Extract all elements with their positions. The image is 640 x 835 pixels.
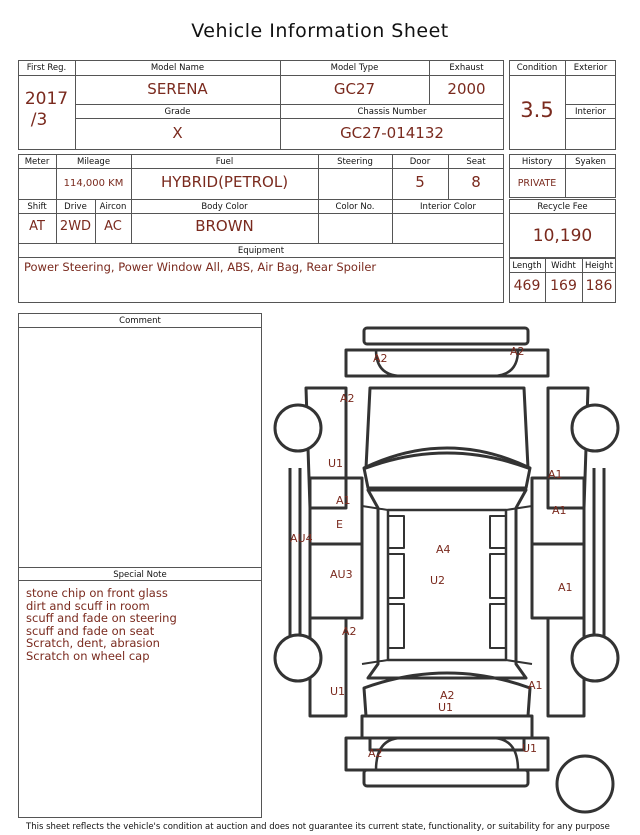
damage-mark: U1 — [330, 685, 346, 698]
body-color-value: BROWN — [195, 217, 254, 235]
door-value: 5 — [415, 173, 425, 191]
damage-mark: A1 — [548, 468, 563, 481]
shift-value: AT — [29, 219, 45, 234]
damage-mark: E — [336, 518, 343, 531]
condition-grade: 3.5 — [520, 98, 554, 122]
model-type-value: GC27 — [333, 80, 376, 98]
special-note-item: Scratch on wheel cap — [26, 648, 150, 663]
history-label: History — [521, 157, 553, 167]
grade-value: X — [172, 124, 183, 142]
body-color-label: Body Color — [201, 202, 248, 212]
exterior-label: Exterior — [573, 63, 608, 73]
door-label: Door — [409, 157, 431, 167]
meter-label: Meter — [24, 157, 50, 167]
vehicle-damage-diagram — [266, 318, 628, 818]
aircon-value: AC — [104, 219, 122, 234]
chassis-number-value: GC27-014132 — [340, 124, 444, 142]
recycle-fee-value: 10,190 — [532, 226, 593, 246]
special-note-label: Special Note — [113, 570, 167, 580]
damage-mark: A1 — [528, 679, 543, 692]
special-note-item: scuff and fade on seat — [26, 623, 155, 638]
width-value: 169 — [550, 278, 577, 294]
recycle-fee-label: Recycle Fee — [537, 202, 588, 212]
model-name-value: SERENA — [147, 80, 208, 98]
width-label: Widht — [551, 261, 576, 271]
damage-mark: A4 — [436, 543, 451, 556]
special-note-item: scuff and fade on steering — [26, 611, 177, 626]
first-reg-label: First Reg. — [26, 63, 67, 73]
syaken-label: Syaken — [575, 157, 606, 167]
special-note-item: dirt and scuff in room — [26, 598, 150, 613]
color-no-label: Color No. — [335, 202, 375, 212]
model-name-label: Model Name — [150, 63, 205, 73]
model-type-label: Model Type — [330, 63, 379, 73]
grade-label: Grade — [164, 107, 191, 117]
damage-mark: A2 — [340, 392, 355, 405]
damage-mark: A2 — [342, 625, 357, 638]
first-reg-month: /3 — [30, 110, 48, 130]
exhaust-value: 2000 — [447, 80, 486, 98]
length-label: Length — [512, 261, 542, 271]
exhaust-label: Exhaust — [449, 63, 484, 73]
mileage-value: 114,000 KM — [63, 178, 124, 189]
seat-value: 8 — [471, 173, 481, 191]
fuel-value: HYBRID(PETROL) — [160, 173, 289, 191]
steering-label: Steering — [337, 157, 373, 167]
damage-mark: A1 — [558, 581, 573, 594]
interior-label: Interior — [574, 107, 606, 117]
damage-mark: U1 — [328, 457, 344, 470]
disclaimer-footer: This sheet reflects the vehicle's condition at auction and does not guarantee its current state, functionality, or suitability for any purpose — [26, 822, 610, 832]
condition-label: Condition — [516, 63, 558, 73]
damage-mark: A2 — [368, 747, 383, 760]
mileage-label: Mileage — [76, 157, 111, 167]
seat-label: Seat — [466, 157, 486, 167]
damage-mark: AU3 — [330, 568, 353, 581]
equipment-label: Equipment — [237, 246, 285, 256]
length-value: 469 — [513, 278, 541, 294]
damage-mark: A2 — [510, 345, 525, 358]
equipment-value: Power Steering, Power Window All, ABS, Air Bag, Rear Spoiler — [24, 260, 377, 274]
damage-mark: A1 — [336, 494, 351, 507]
special-notes-list — [26, 587, 177, 663]
shift-label: Shift — [27, 202, 47, 212]
special-note-item: stone chip on front glass — [26, 586, 168, 600]
damage-mark: A1 — [552, 504, 567, 517]
damage-mark: U2 — [430, 574, 446, 587]
drive-label: Drive — [64, 202, 87, 212]
damage-mark: U1 — [522, 742, 538, 755]
fuel-label: Fuel — [215, 157, 234, 167]
damage-mark: A2 — [373, 352, 388, 365]
interior-color-label: Interior Color — [420, 202, 476, 212]
drive-value: 2WD — [59, 219, 92, 234]
comment-box — [18, 313, 262, 818]
damage-mark: AU4 — [290, 532, 313, 545]
special-note-item: Scratch, dent, abrasion — [26, 636, 160, 651]
height-label: Height — [584, 261, 614, 271]
damage-mark: U1 — [438, 701, 454, 714]
damage-mark: A2 — [440, 689, 455, 702]
page-title: Vehicle Information Sheet — [191, 20, 449, 42]
height-value: 186 — [585, 278, 613, 294]
comment-label: Comment — [119, 316, 161, 326]
chassis-number-label: Chassis Number — [357, 107, 427, 117]
first-reg-year: 2017 — [24, 89, 69, 109]
history-value: PRIVATE — [517, 178, 557, 189]
aircon-label: Aircon — [99, 202, 127, 212]
